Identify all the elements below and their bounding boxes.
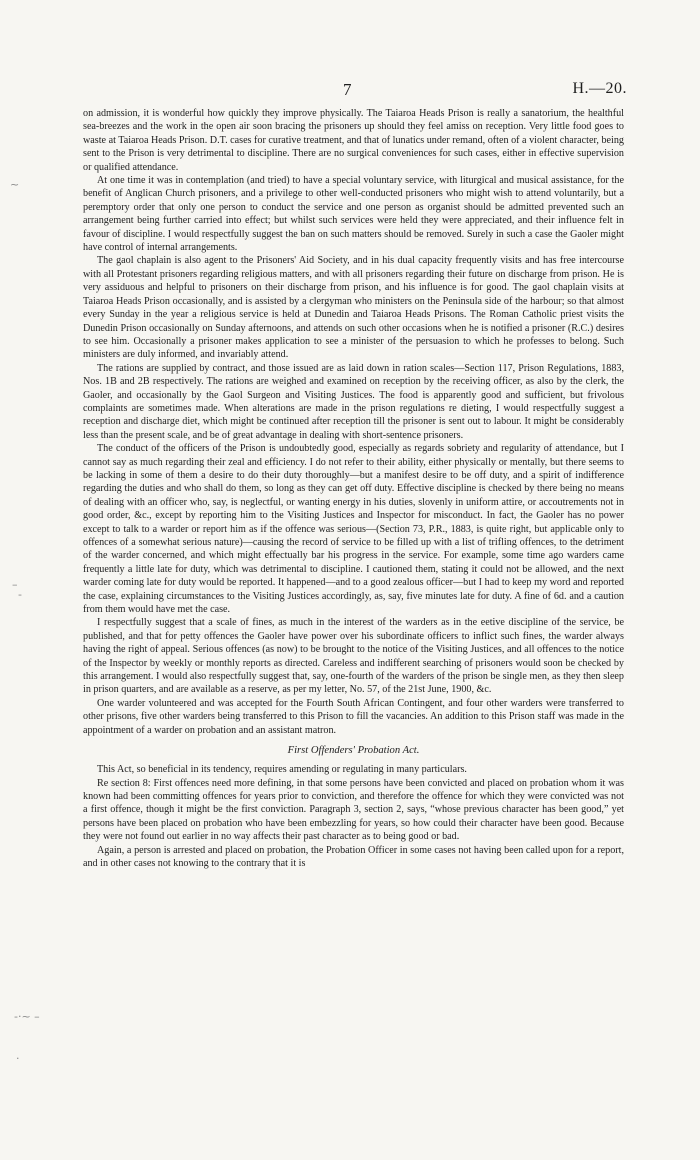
paragraph: One warder volunteered and was accepted for the Fourth South African Contingent, and four other warders were transferred to other prisons, five other warders being transferred to this Prison to fill the vacancies. An addition to this Prison staff was made in the appointment of a warder on probation and an assistant matron.	[83, 697, 624, 736]
section-heading: First Offenders' Probation Act.	[287, 745, 420, 757]
margin-mark: -·~ –	[14, 1010, 40, 1023]
page-number: 7	[343, 80, 352, 99]
paragraph: I respectfully suggest that a scale of fines, as much in the interest of the warders as in the eetive discipline of the service, be published, and that for petty offences the Gaoler have power over his subordinate officers to inflict such fines, the warder always having the right of appeal. Serious offences (as now) to be brought to the notice of the Visiting Justices, and all offences to the notice of the Inspector by weekly or monthly reports as directed. Careless and indifferent searching of prisoners would soon be checked by this arrangement. I would also respectfully suggest that, say, one-fourth of the warders of the prison be single men, as they then sleep in prison quarters, and are available as a reserve, as per my letter, No. 57, of the 21st June, 1900, &c.	[83, 617, 624, 696]
page-header	[0, 80, 700, 100]
paragraph: on admission, it is wonderful how quickly they improve physically. The Taiaroa Heads Prison is really a sanatorium, the healthful sea-breezes and the work in the open air soon bracing the prisoners up should they feel amiss on reception. Very little food goes to waste at Taiaroa Heads Prison. D.T. cases for curative treatment, and that of lunatics under remand, often of a violent character, being sent to the Prison is very detrimental to discipline. There are no surgical conveniences for such cases, either in effective supervision or qualified attendance.	[83, 108, 624, 173]
paragraph: Again, a person is arrested and placed on probation, the Probation Officer in some cases not having been called upon for a report, and in other cases not knowing to the contrary that it is	[83, 844, 624, 869]
margin-mark: ~	[10, 178, 20, 191]
document-code: H.—20.	[572, 80, 627, 97]
paragraph: The gaol chaplain is also agent to the Prisoners' Aid Society, and in his dual capacity frequently visits and has free intercourse with all Protestant prisoners regarding religious matters, and with all prisoners regarding their future on discharge from prison. He is very assiduous and helpful to prisoners on their discharge from prison, and his influence is for good. The gaol chaplain visits at Taiaroa Heads Prison occasionally, and is assisted by a clergyman who ministers on the Peninsula side of the harbour; so that almost every Sunday in the year a religious service is held at Dunedin and Taiaroa Heads Prisons. The Roman Catholic priest visits the Dunedin Prison occasionally on Sunday afternoons, and attends on such other occasions when he is notified a prisoner (R.C.) desires to see him. Occasionally a prisoner makes application to see a minister of the persuasion to which he professes to belong. Such ministers are duly informed, and invariably attend.	[83, 255, 624, 361]
paragraph: The rations are supplied by contract, and those issued are as laid down in ration scales—Section 117, Prison Regulations, 1883, Nos. 1B and 2B respectively. The rations are weighed and examined on reception by the receiving officer, as also by the clerk, the Gaoler, and occasionally by the Gaol Surgeon and Visiting Justices. The food is apparently good and sufficient, but frivolous complaints are sometimes made. When alterations are made in the prison regulations re dieting, I would respectfully suggest a reception and discharge diet, which might be continued after reception till the prisoner is sent out to labour. It might be considerably less than the present scale, and be of great advantage in dealing with short-sentence prisoners.	[83, 362, 624, 441]
paragraph: The conduct of the officers of the Prison is undoubtedly good, especially as regards sobriety and regularity of attendance, but I cannot say as much regarding their zeal and efficiency. I do not refer to their ability, either physically or mentally, but there seems to be lacking in some of them a desire to do their duty thoroughly—but a manifest desire to be off duty, and a spirit of indifference regarding the duties and who shall do them, so long as they can get off duty. Effective discipline is checked by there being no means of dealing with an officer who, say, is neglectful, or wanting energy in his duties, slovenly in uniform attire, or accoutrements not in good order, &c., except by reporting him to the Visiting Justices and Inspector for misconduct. In fact, the Gaoler has no power except to talk to a warder or report him as if the offence was serious—(Section 73, P.R., 1883, is quite right, but applicable only to offences of a somewhat serious nature)—causing the record of service to be filled up with a list of trifling offences, to the detriment of the warder concerned, and which might effectually bar his progress in the service. For example, some time ago warders came frequently a little late for duty, which was detrimental to discipline. I cautioned them, stating it could not be allowed, and the next warder coming late for duty would be reported. It happened—and to a good zealous officer—but I had to keep my word and reported the case, explaining circumstances to the Visiting Justices accordingly, as, say, five minutes late for duty. A fine of 6d. and a caution from them would have met the case.	[83, 443, 624, 616]
margin-mark: –	[12, 578, 18, 591]
document-body	[83, 107, 624, 870]
paragraph: Re section 8: First offences need more defining, in that some persons have been convicted and placed on probation whom it was known had been committing offences for years prior to conviction, and therefore the offence for which they were convicted was not a first offence, though it might be the first conviction. Paragraph 3, section 2, says, “whose previous character has been good,” yet persons have been placed on probation who have been embezzling for years, so how could their character have been good. Because they were not found out earlier in no way affects their past character as to being good or bad.	[83, 777, 624, 843]
paragraph: At one time it was in contemplation (and tried) to have a special voluntary service, with liturgical and musical assistance, for the benefit of Anglican Church prisoners, and a privilege to other well-conducted prisoners who might wish to attend voluntarily, but a peremptory order that only one person to conduct the service and one person as organist should be admitted prevented such an arrangement being further carried into effect; but whilst such services were held they were appreciated, and their influence felt in favour of discipline. I would respectfully suggest the ban on such matters should be removed. Surely in such a case the Gaoler might have control of internal arrangements.	[83, 175, 624, 254]
margin-mark: ·	[16, 1052, 20, 1065]
margin-mark: -	[18, 588, 22, 601]
paragraph: This Act, so beneficial in its tendency, requires amending or regulating in many particulars.	[97, 764, 467, 776]
